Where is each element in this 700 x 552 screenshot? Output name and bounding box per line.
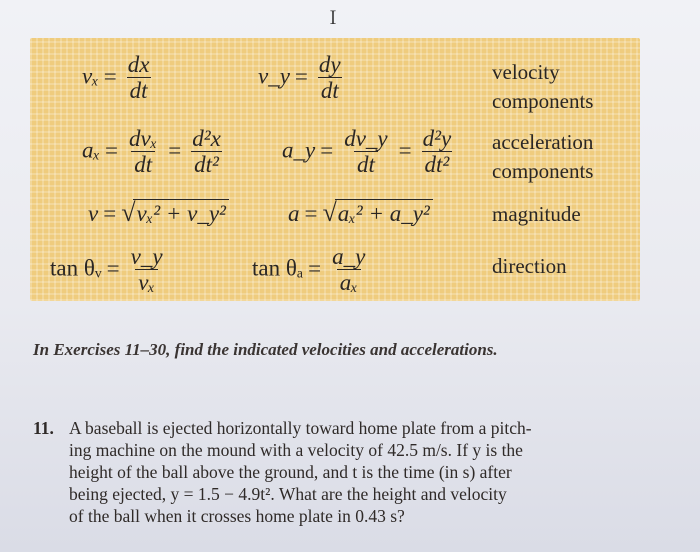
- vx-den: dt: [127, 77, 151, 104]
- equals-sign: =: [168, 137, 182, 163]
- ay-num1: dv_y: [344, 126, 388, 151]
- ax-equation: [82, 126, 227, 179]
- tan-a-num: a_y: [332, 244, 366, 269]
- equals-sign: =: [103, 201, 117, 226]
- a-radicand: aₓ² + a_y²: [335, 199, 433, 227]
- equals-sign: =: [294, 63, 308, 89]
- tan-theta-v-equation: [50, 244, 169, 297]
- ay-den1: dt: [354, 151, 378, 178]
- vy-num: dy: [318, 52, 341, 77]
- label-line: direction: [492, 254, 567, 278]
- vx-num: dx: [127, 52, 150, 77]
- ay-fraction-1: [341, 126, 390, 179]
- vy-fraction: [316, 52, 344, 105]
- ax-den2: dt²: [191, 151, 222, 178]
- a-lhs: a: [288, 201, 300, 226]
- label-line: velocity: [492, 60, 560, 84]
- v-radicand: vₓ² + v_y²: [133, 199, 228, 227]
- vx-equation: [82, 52, 155, 105]
- tan-v-lhs: tan θᵥ: [50, 255, 102, 281]
- ax-den1: dt: [131, 151, 155, 178]
- exercise-text: A baseball is ejected horizontally toward home plate from a pitch-: [69, 418, 532, 438]
- exercise-number: 11.: [33, 418, 54, 438]
- label-velocity-components: [492, 58, 593, 116]
- ax-fraction-2: [189, 126, 224, 179]
- formula-box: [30, 38, 640, 301]
- sqrt-icon: √: [121, 198, 136, 227]
- tan-v-fraction: [128, 244, 166, 297]
- vy-equation: [258, 52, 347, 105]
- equals-sign: =: [304, 201, 318, 226]
- exercise-instructions: In Exercises 11–30, find the indicated velocities and accelerations.: [33, 340, 498, 359]
- tan-theta-a-equation: [252, 244, 371, 297]
- tan-v-den: vₓ: [135, 269, 158, 296]
- tan-a-fraction: [329, 244, 368, 297]
- ax-fraction-1: [126, 126, 160, 179]
- exercise-line: of the ball when it crosses home plate in 0.43 s?: [69, 506, 405, 526]
- exercise-line: [33, 417, 623, 439]
- ax-num1: dvₓ: [129, 126, 158, 151]
- exercise-line: being ejected, y = 1.5 − 4.9t². What are the height and velocity: [69, 484, 507, 504]
- label-line: acceleration: [492, 130, 594, 154]
- ay-num2: d²y: [422, 126, 452, 151]
- exercise-line: ing machine on the mound with a velocity of 42.5 m/s. If y is the: [69, 440, 523, 460]
- tan-a-den: aₓ: [337, 269, 361, 296]
- label-line: components: [492, 89, 594, 113]
- v-lhs: v: [88, 201, 99, 226]
- vx-lhs: vₓ: [82, 63, 99, 89]
- label-acceleration-components: [492, 128, 593, 186]
- a-magnitude-equation: [288, 198, 433, 228]
- exercise-11: [33, 417, 623, 527]
- label-direction: [492, 252, 567, 281]
- vy-den: dt: [318, 77, 342, 104]
- label-magnitude: [492, 200, 581, 229]
- ay-fraction-2: [420, 126, 455, 179]
- tan-a-lhs: tan θₐ: [252, 255, 304, 281]
- ay-lhs: a_y: [282, 137, 316, 163]
- vy-lhs: v_y: [258, 63, 290, 89]
- exercise-line: height of the ball above the ground, and t is the time (in s) after: [69, 462, 512, 482]
- v-magnitude-equation: [88, 198, 229, 228]
- equals-sign: =: [398, 137, 412, 163]
- ay-den2: dt²: [422, 151, 453, 178]
- ax-num2: d²x: [192, 126, 221, 151]
- tan-v-num: v_y: [130, 244, 163, 269]
- equals-sign: =: [103, 63, 117, 89]
- sqrt-icon: √: [322, 198, 337, 227]
- equals-sign: =: [105, 137, 119, 163]
- equals-sign: =: [308, 255, 322, 281]
- label-line: magnitude: [492, 202, 581, 226]
- ay-equation: [282, 126, 457, 179]
- text-cursor-icon: Ｉ: [324, 8, 342, 29]
- equals-sign: =: [320, 137, 334, 163]
- label-line: components: [492, 159, 594, 183]
- equals-sign: =: [106, 255, 120, 281]
- vx-fraction: [125, 52, 153, 105]
- ax-lhs: aₓ: [82, 137, 101, 163]
